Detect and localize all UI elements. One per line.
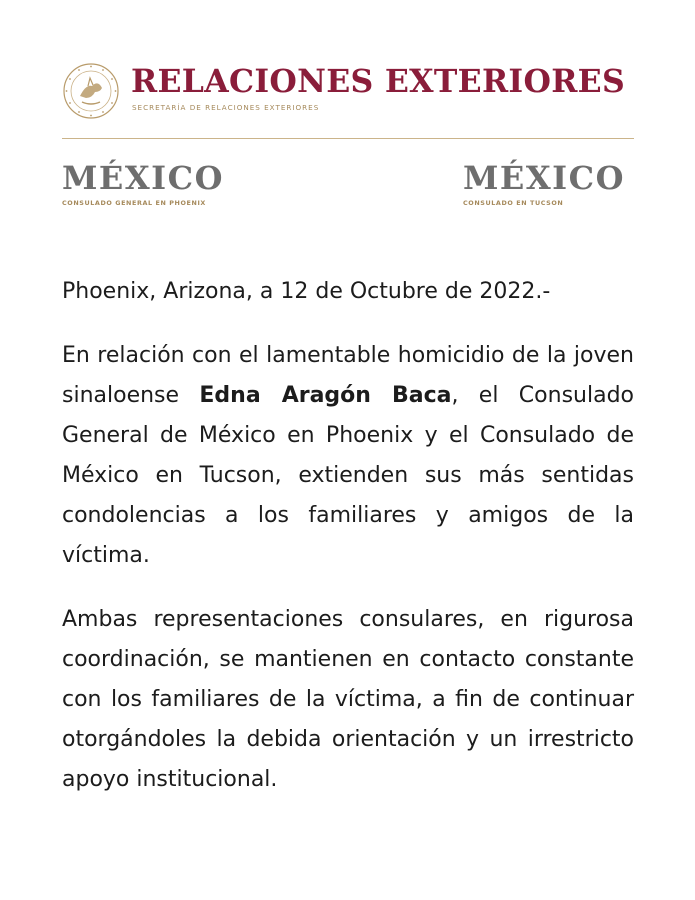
victim-name: Edna Aragón Baca bbox=[199, 383, 452, 408]
header-divider bbox=[62, 138, 634, 139]
date-line: Phoenix, Arizona, a 12 de Octubre de 2022.- bbox=[62, 279, 551, 304]
paragraph-condolences-rest: , el Consulado General de México en Phoenix y el Consulado de México en Tucson, extienden sus más sentidas condolencias a los familiares y amigos de la víctima. bbox=[62, 383, 634, 568]
paragraph-support: Ambas representaciones consulares, en rigurosa coordinación, se mantienen en contacto constante con los familiares de la víctima, a fin de continuar otorgándoles la debida orientación y un irrestricto apoyo institucional. bbox=[62, 607, 634, 792]
ministry-title: RELACIONES EXTERIORES bbox=[131, 63, 626, 100]
coat-of-arms-seal-icon bbox=[62, 62, 120, 120]
letterhead bbox=[62, 58, 634, 128]
consulate-phoenix-logo bbox=[62, 160, 224, 207]
consulate-tucson-logo bbox=[463, 160, 625, 207]
consulate-phoenix-name: MÉXICO bbox=[62, 159, 224, 197]
consulate-phoenix-subtitle: CONSULADO GENERAL EN PHOENIX bbox=[62, 199, 206, 207]
consulate-tucson-name: MÉXICO bbox=[463, 159, 625, 197]
paragraph-condolences bbox=[62, 336, 634, 576]
consulate-tucson-subtitle: CONSULADO EN TUCSON bbox=[463, 199, 564, 207]
ministry-subtitle: SECRETARÍA DE RELACIONES EXTERIORES bbox=[132, 103, 320, 112]
letter-body bbox=[62, 272, 634, 824]
paragraph-condolences-intro: En relación con el lamentable homicidio de la joven sinaloense bbox=[62, 343, 634, 408]
